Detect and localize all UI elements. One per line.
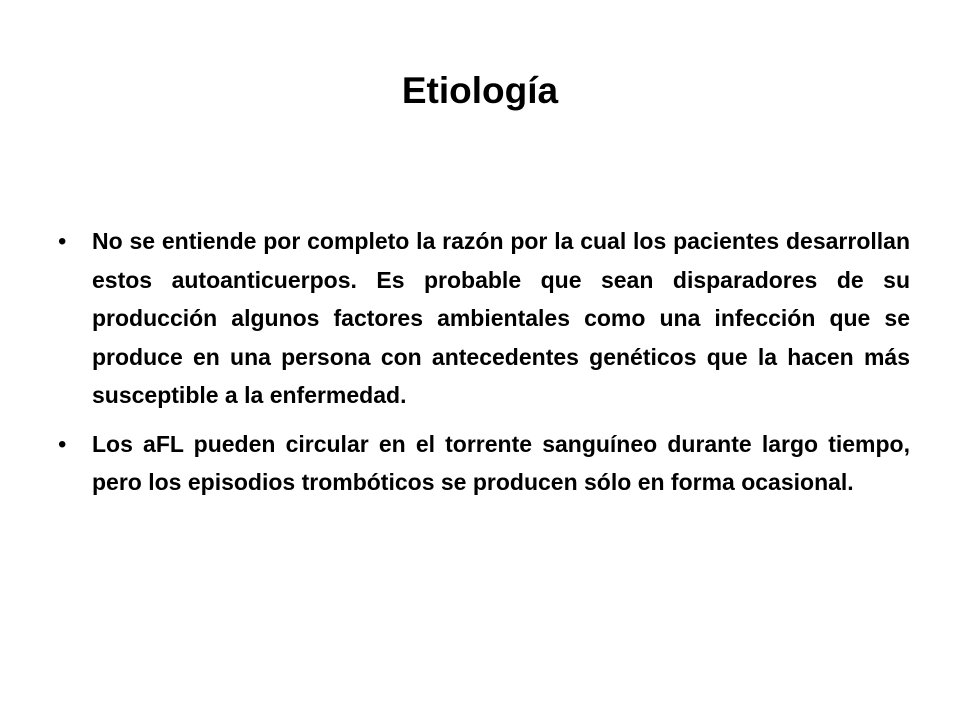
bullet-item [54,222,910,415]
bullet-item [54,425,910,502]
bullet-dot-icon: • [58,430,67,458]
bullet-list [54,222,910,512]
bullet-text: Los aFL pueden circular en el torrente sanguíneo durante largo tiempo, pero los episodios trombóticos se producen sólo en forma ocasional. [92,430,910,495]
bullet-dot-icon: • [58,228,67,255]
bullet-text: No se entiende por completo la razón por la cual los pacientes desarrollan estos autoanticuerpos. Es probable que sean disparadores de su producción algunos factores ambientales como una infección que se produce en una persona con antecedentes genéticos que la hacen más susceptible a la enfermedad. [92,228,910,408]
slide-title: Etiología [401,70,559,111]
